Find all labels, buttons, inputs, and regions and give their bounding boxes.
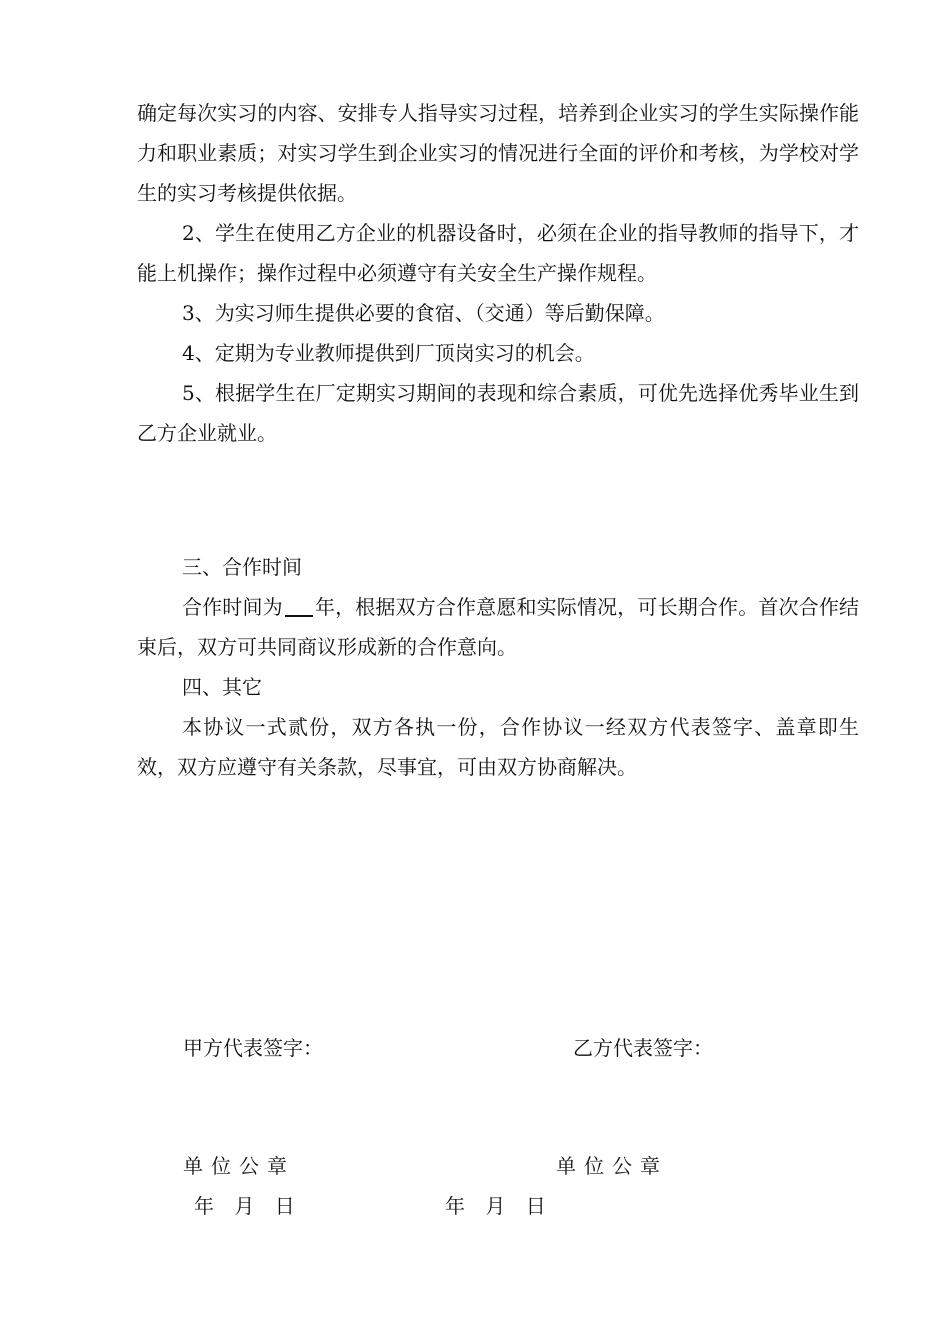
section-4-heading: 四、其它: [182, 675, 262, 699]
party-b-signature-label: 乙方代表签字：: [573, 1036, 713, 1060]
party-a-date-month: 月: [234, 1194, 255, 1218]
party-b-date-day: 日: [525, 1194, 546, 1218]
section-3-text-before-blank: 合作时间为: [182, 595, 283, 619]
clause-paragraph-2: 2、学生在使用乙方企业的机器设备时，必须在企业的指导教师的指导下，才能上机操作；操作过程中必须遵守有关安全生产操作规程。: [137, 221, 859, 285]
section-3-text-after-blank: 年，根据双方合作意愿和实际情况，可长期合作。首次合作结束后，双方可共同商议形成新的合作意向。: [137, 595, 859, 659]
section-3-heading: 三、合作时间: [182, 555, 302, 579]
years-blank-underline: [285, 595, 313, 617]
clause-paragraph-continued: 确定每次实习的内容、安排专人指导实习过程，培养到企业实习的学生实际操作能力和职业素质；对实习学生到企业实习的情况进行全面的评价和考核，为学校对学生的实习考核提供依据。: [137, 101, 859, 205]
party-a-date: [194, 1192, 295, 1220]
party-b-date-month: 月: [485, 1194, 506, 1218]
party-a-signature-label: 甲方代表签字：: [183, 1036, 323, 1060]
party-a-date-day: 日: [274, 1194, 295, 1218]
section-3-and-4-block: [137, 547, 859, 787]
section-4-paragraph: 本协议一式贰份，双方各执一份，合作协议一经双方代表签字、盖章即生效，双方应遵守有关条款，尽事宜，可由双方协商解决。: [137, 715, 859, 779]
section-3-paragraph: [137, 587, 859, 667]
party-b-date: [445, 1192, 546, 1220]
party-b-seal-label: 单位公章: [556, 1154, 668, 1178]
party-a-date-year: 年: [194, 1194, 214, 1218]
clause-paragraph-3: 3、为实习师生提供必要的食宿、（交通）等后勤保障。: [182, 301, 665, 325]
clause-paragraph-5: 5、根据学生在厂定期实习期间的表现和综合素质，可优先选择优秀毕业生到乙方企业就业。: [137, 381, 859, 445]
party-a-seal-label: 单位公章: [183, 1154, 295, 1178]
party-b-date-year: 年: [445, 1194, 465, 1218]
clause-paragraph-4: 4、定期为专业教师提供到厂顶岗实习的机会。: [182, 341, 595, 365]
clauses-block: [137, 93, 859, 453]
